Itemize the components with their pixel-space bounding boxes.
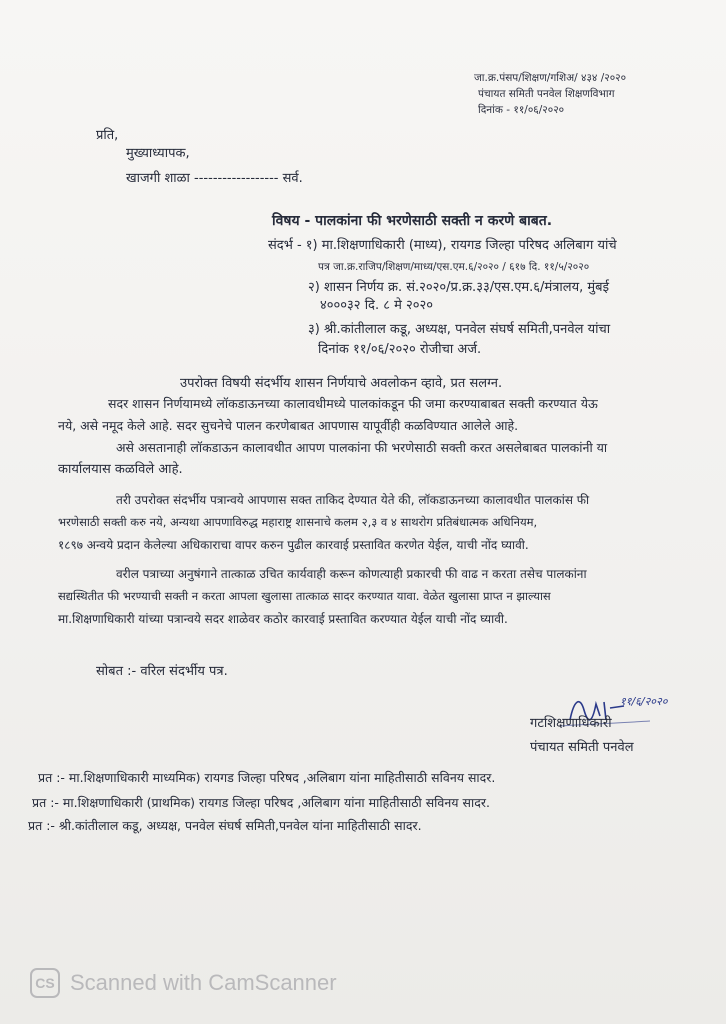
- body-line-9: वरील पत्राच्या अनुषंगाने तात्काळ उचित कार्यवाही करून कोणत्याही प्रकारची फी वाढ न करता तसेच पालकांना: [116, 567, 587, 581]
- recipient-line-1: मुख्याध्यापक,: [126, 146, 190, 161]
- body-line-6: तरी उपरोक्त संदर्भीय पत्रान्वये आपणास सक्त ताकिद देण्यात येते की, लॉकडाऊनच्या कालावधीत पालकांस फी: [116, 493, 590, 507]
- recipient-prati: प्रति,: [96, 128, 119, 143]
- body-line-10: सद्यस्थितीत फी भरण्याची सक्ती न करता आपला खुलासा तात्काळ सादर करण्यात यावा. वेळेत खुलासा प्राप्त न झाल्यास: [58, 589, 551, 603]
- reference-2a: २) शासन निर्णय क्र. सं.२०२०/प्र.क्र.३३/एस.एम.६/मंत्रालय, मुंबई: [308, 280, 609, 295]
- camscanner-label: Scanned with CamScanner: [70, 970, 337, 995]
- reference-1a: संदर्भ - १) मा.शिक्षणाधिकारी (माध्य), रायगड जिल्हा परिषद अलिबाग यांचे: [268, 238, 617, 253]
- body-line-4: असे असतानाही लॉकडाऊन कालावधीत आपण पालकांना फी भरणेसाठी सक्ती करत असलेबाबत पालकांनी या: [116, 440, 608, 455]
- copy-to-3: प्रत :- श्री.कांतीलाल कडू, अध्यक्ष, पनवेल संघर्ष समिती,पनवेल यांना माहितीसाठी सादर.: [28, 818, 422, 833]
- letter-date: दिनांक - ११/०६/२०२०: [478, 104, 565, 116]
- signature-date: ११/६/२०२०: [620, 695, 668, 708]
- recipient-line-2: खाजगी शाळा ------------------ सर्व.: [126, 171, 303, 186]
- body-line-5: कार्यालयास कळविले आहे.: [58, 462, 183, 477]
- copy-to-1: प्रत :- मा.शिक्षणाधिकारी माध्यमिक) रायगड जिल्हा परिषद ,अलिबाग यांना माहितीसाठी सविनय सादर.: [38, 770, 496, 785]
- body-line-2: सदर शासन निर्णयामध्ये लॉकडाऊनच्या कालावधीमध्ये पालकांकडून फी जमा करण्याबाबत सक्ती करण्यात येऊ: [108, 396, 598, 411]
- signatory-title: गटशिक्षणाधिकारी: [530, 716, 612, 731]
- enclosure-note: सोबत :- वरिल संदर्भीय पत्र.: [96, 664, 228, 679]
- body-line-1: उपरोक्त विषयी संदर्भीय शासन निर्णयाचे अवलोकन व्हावे, प्रत सलग्न.: [180, 376, 503, 391]
- reference-3b: दिनांक ११/०६/२०२० रोजीचा अर्ज.: [318, 342, 482, 357]
- camscanner-watermark: [30, 965, 337, 1001]
- reference-3a: ३) श्री.कांतीलाल कडू, अध्यक्ष, पनवेल संघर्ष समिती,पनवेल यांचा: [308, 322, 611, 337]
- body-line-11: मा.शिक्षणाधिकारी यांच्या पत्रान्वये सदर शाळेवर कठोर कारवाई प्रस्तावित करण्यात येईल याची नोंद घ्यावी.: [58, 612, 508, 626]
- office-name: पंचायत समिती पनवेल शिक्षणविभाग: [478, 88, 615, 100]
- letter-subject: विषय - पालकांना फी भरणेसाठी सक्ती न करणे बाबत.: [272, 213, 553, 229]
- body-line-8: १८९७ अन्वये प्रदान केलेल्या अधिकाराचा वापर करुन पुढील कारवाई प्रस्तावित करणेत येईल, याची नोंद घ्यावी.: [58, 538, 529, 552]
- camscanner-logo-icon: CS: [30, 968, 60, 998]
- reference-1b: पत्र जा.क्र.राजिप/शिक्षण/माध्य/एस.एम.६/२०२० / ६१७ दि. ११/५/२०२०: [318, 261, 590, 273]
- body-line-3: नये, असे नमूद केले आहे. सदर सुचनेचे पालन करणेबाबत आपणास यापूर्वीही कळविण्यात आलेले आहे.: [58, 418, 519, 433]
- reference-number: जा.क्र.पंसप/शिक्षण/गशिअ/ ४३४ /२०२०: [474, 72, 627, 84]
- signatory-office: पंचायत समिती पनवेल: [530, 740, 634, 755]
- reference-2b: ४०००३२ दि. ८ मे २०२०: [320, 298, 434, 313]
- copy-to-2: प्रत :- मा.शिक्षणाधिकारी (प्राथमिक) रायगड जिल्हा परिषद ,अलिबाग यांना माहितीसाठी सविनय सादर.: [32, 795, 490, 810]
- body-line-7: भरणेसाठी सक्ती करु नये, अन्यथा आपणाविरुद्ध महाराष्ट्र शासनाचे कलम २,३ व ४ साथरोग प्रतिबंधात्मक अधिनियम,: [58, 515, 538, 529]
